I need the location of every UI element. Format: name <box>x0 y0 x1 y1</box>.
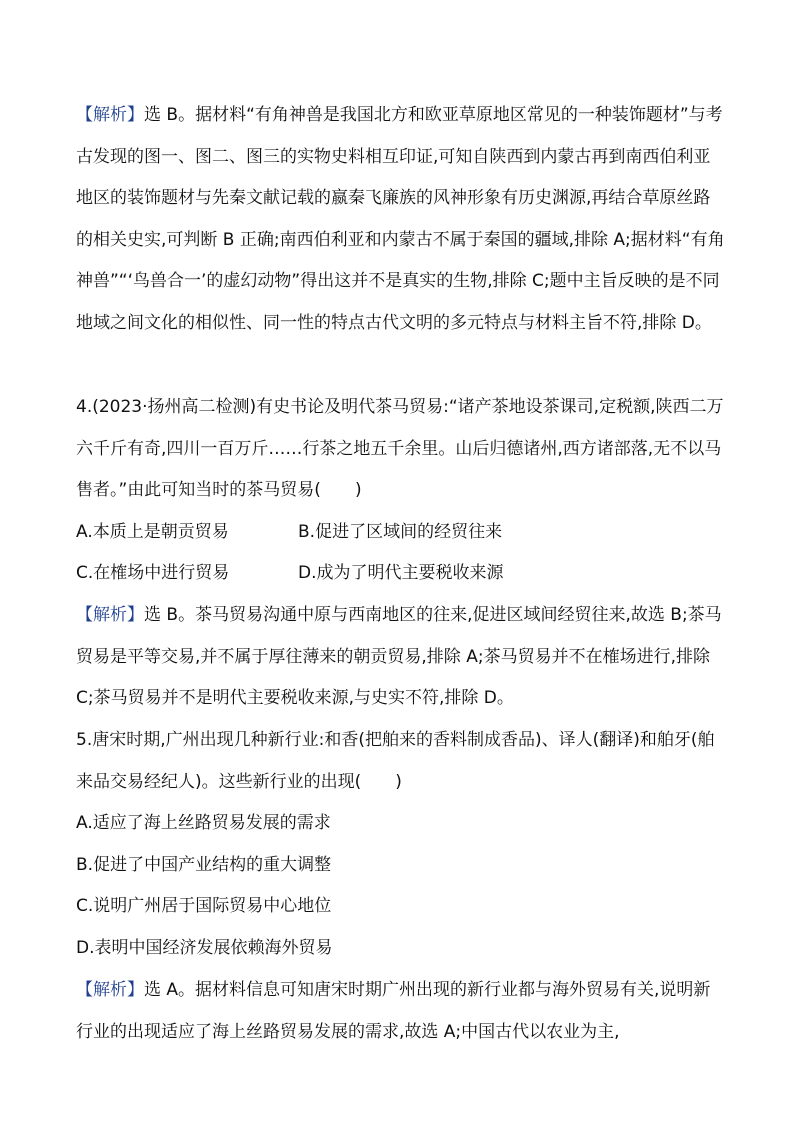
option-c: C.在榷场中进行贸易 <box>76 563 230 583</box>
question-5-stem <box>76 720 726 803</box>
question-text: 4.(2023·扬州高二检测)有史书论及明代茶马贸易:“诸产茶地设茶课司,定税额,陕西二万六千斤有奇,四川一百万斤……行茶之地五千余里。山后归德诸州,西方诸部落,无不以马售者。”由此可知当时的茶马贸易( ) <box>76 397 724 500</box>
option-d: D.成为了明代主要税收来源 <box>298 563 504 583</box>
option-d: D.表明中国经济发展依赖海外贸易 <box>76 938 333 958</box>
analysis-q5 <box>76 970 726 1053</box>
option-a: A.本质上是朝贡贸易 <box>76 522 229 542</box>
analysis-q4 <box>76 595 726 720</box>
question-4-options-row2 <box>76 553 504 595</box>
analysis-tag: 【解析】 <box>76 605 144 625</box>
analysis-text: 选 A。据材料信息可知唐宋时期广州出现的新行业都与海外贸易有关,说明新行业的出现适应了海上丝路贸易发展的需求,故选 A;中国古代以农业为主, <box>76 980 711 1042</box>
option-b: B.促进了中国产业结构的重大调整 <box>76 855 332 875</box>
option-c: C.说明广州居于国际贸易中心地位 <box>76 896 332 916</box>
analysis-tag: 【解析】 <box>76 105 144 125</box>
question-4-options-row1 <box>76 512 503 554</box>
question-text: 5.唐宋时期,广州出现几种新行业:和香(把舶来的香料制成香品)、译人(翻译)和舶牙(舶来品交易经纪人)。这些新行业的出现( ) <box>76 730 715 792</box>
analysis-tag: 【解析】 <box>76 980 144 1000</box>
analysis-text: 选 B。据材料“有角神兽是我国北方和欧亚草原地区常见的一种装饰题材”与考古发现的图一、图二、图三的实物史料相互印证,可知自陕西到内蒙古再到南西伯利亚地区的装饰题材与先秦文献记载的嬴秦飞廉族的风神形象有历史渊源,再结合草原丝路的相关史实,可判断 B 正确;南西伯利亚和内蒙古不属于秦国的疆域,排除 A;据材料“有角神兽”“‘鸟兽合一’的虚幻动物”得出这并不是真实的生物,排除 C;题中主旨反映的是不同地域之间文化的相似性、同一性的特点古代文明的多元特点与材料主旨不符,排除 D。 <box>76 105 725 333</box>
option-b: B.促进了区域间的经贸往来 <box>298 522 503 542</box>
analysis-text: 选 B。茶马贸易沟通中原与西南地区的往来,促进区域间经贸往来,故选 B;茶马贸易是平等交易,并不属于厚往薄来的朝贡贸易,排除 A;茶马贸易并不在榷场进行,排除 C;茶马贸易并不是明代主要税收来源,与史实不符,排除 D。 <box>76 605 722 708</box>
question-4-stem <box>76 387 726 512</box>
option-a: A.适应了海上丝路贸易发展的需求 <box>76 813 331 833</box>
analysis-q3 <box>76 95 726 344</box>
